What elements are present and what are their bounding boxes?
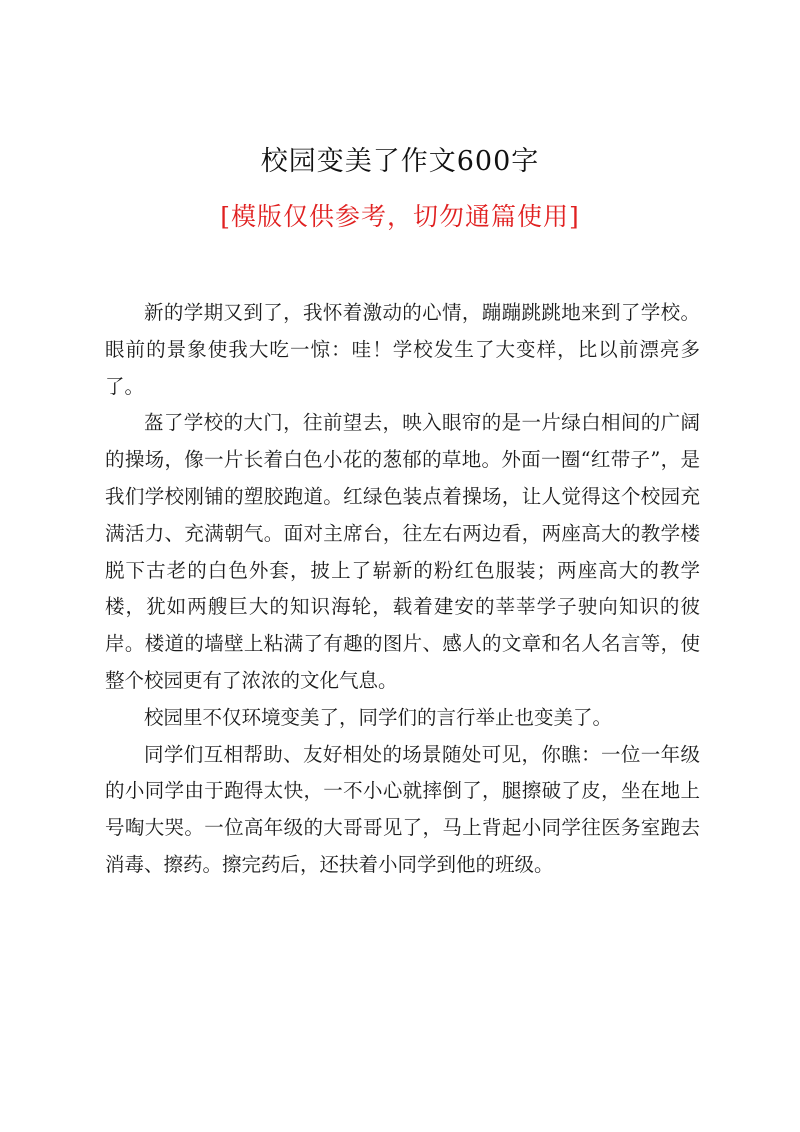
essay-body [105, 295, 700, 884]
paragraph-3: 校园里不仅环境变美了，同学们的言行举止也变美了。 [144, 705, 613, 729]
template-notice: [模版仅供参考，切勿通篇使用] [220, 202, 580, 231]
paragraph-2: 盔了学校的大门，往前望去，映入眼帘的是一片绿白相间的广阔的操场，像一片长着白色小花的葱郁的草地。外面一圈“红带子”，是我们学校刚铺的塑胶跑道。红绿色装点着操场，让人觉得这个校园充满活力、充满朝气。面对主席台，往左右两边看，两座高大的教学楼脱下古老的白色外套，披上了崭新的粉红色服装；两座高大的教学楼，犹如两艘巨大的知识海轮，载着建安的莘莘学子驶向知识的彼岸。楼道的墙壁上粘满了有趣的图片、感人的文章和名人名言等，使整个校园更有了浓浓的文化气息。 [105, 411, 700, 692]
paragraph-4: 同学们互相帮助、友好相处的场景随处可见，你瞧：一位一年级的小同学由于跑得太快，一不小心就摔倒了，腿擦破了皮，坐在地上号啕大哭。一位高年级的大哥哥见了，马上背起小同学往医务室跑去消毒、擦药。擦完药后，还扶着小同学到他的班级。 [105, 742, 700, 876]
page-title: 校园变美了作文600字 [260, 146, 540, 177]
paragraph-1: 新的学期又到了，我怀着激动的心情，蹦蹦跳跳地来到了学校。眼前的景象使我大吃一惊：哇！学校发生了大变样，比以前漂亮多了。 [105, 301, 700, 398]
